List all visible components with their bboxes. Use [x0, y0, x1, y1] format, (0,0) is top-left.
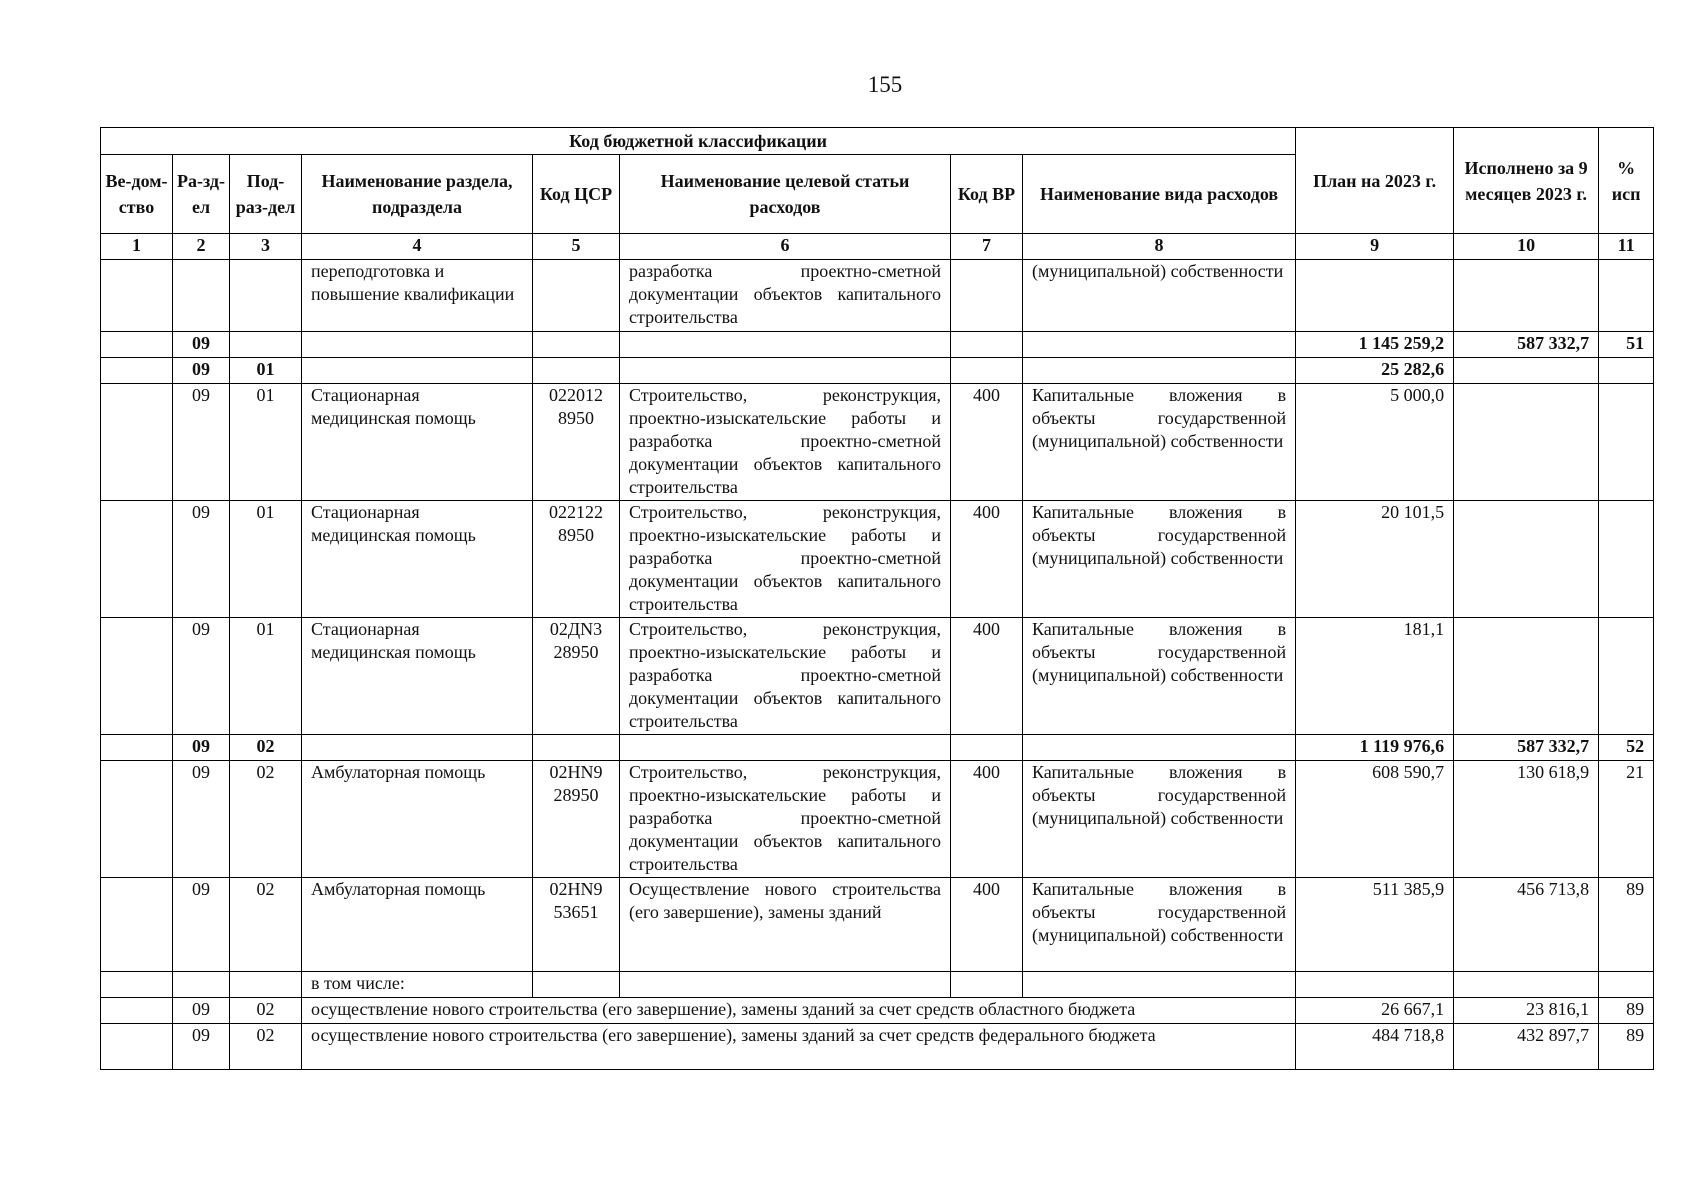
column-number: 11 [1599, 234, 1654, 260]
column-number: 9 [1296, 234, 1454, 260]
cell-span-description: осуществление нового строительства (его завершение), замены зданий за счет средств областного бюджета [302, 998, 1296, 1024]
cell-percent: 89 [1599, 1024, 1654, 1070]
cell-expense-type: Капитальные вложения в объекты государственной (муниципальной) собственности [1023, 501, 1296, 618]
cell-section-name: Амбулаторная помощь [302, 878, 533, 972]
table-row [101, 618, 1654, 735]
cell-vedomstvo [101, 260, 173, 332]
cell-percent: 89 [1599, 878, 1654, 972]
cell-section-name [302, 332, 533, 358]
header-col-7: Код ВР [951, 155, 1023, 234]
table-row [101, 384, 1654, 501]
cell-expense-type [1023, 735, 1296, 761]
table-row [101, 735, 1654, 761]
cell-csr-code [533, 972, 620, 998]
header-group-title: Код бюджетной классификации [101, 128, 1296, 155]
cell-expense-type [1023, 358, 1296, 384]
cell-razdel: 09 [173, 761, 230, 878]
column-number: 1 [101, 234, 173, 260]
cell-plan: 25 282,6 [1296, 358, 1454, 384]
cell-podrazdel: 02 [230, 878, 302, 972]
cell-vr-code [951, 735, 1023, 761]
cell-percent [1599, 384, 1654, 501]
cell-podrazdel [230, 972, 302, 998]
cell-plan [1296, 972, 1454, 998]
cell-podrazdel: 01 [230, 358, 302, 384]
cell-razdel [173, 260, 230, 332]
cell-executed: 23 816,1 [1454, 998, 1599, 1024]
column-number: 5 [533, 234, 620, 260]
cell-plan: 5 000,0 [1296, 384, 1454, 501]
header-col-11: % исп [1599, 128, 1654, 234]
cell-vedomstvo [101, 618, 173, 735]
cell-target-name: Строительство, реконструкция, проектно-изыскательские работы и разработка проектно-сметной документации объектов капитального строительства [620, 761, 951, 878]
cell-vedomstvo [101, 384, 173, 501]
cell-plan: 484 718,8 [1296, 1024, 1454, 1070]
column-number: 8 [1023, 234, 1296, 260]
budget-table [100, 127, 1654, 1070]
cell-expense-type [1023, 332, 1296, 358]
cell-target-name [620, 972, 951, 998]
cell-expense-type: (муниципальной) собственности [1023, 260, 1296, 332]
cell-vr-code: 400 [951, 618, 1023, 735]
cell-vr-code: 400 [951, 761, 1023, 878]
cell-percent [1599, 972, 1654, 998]
cell-percent: 51 [1599, 332, 1654, 358]
cell-vedomstvo [101, 761, 173, 878]
cell-executed: 130 618,9 [1454, 761, 1599, 878]
cell-razdel: 09 [173, 878, 230, 972]
cell-plan: 1 119 976,6 [1296, 735, 1454, 761]
header-col-1: Ве-дом-ство [101, 155, 173, 234]
cell-executed [1454, 501, 1599, 618]
table-row [101, 332, 1654, 358]
cell-expense-type: Капитальные вложения в объекты государственной (муниципальной) собственности [1023, 761, 1296, 878]
column-number: 3 [230, 234, 302, 260]
cell-executed: 432 897,7 [1454, 1024, 1599, 1070]
cell-razdel: 09 [173, 501, 230, 618]
cell-percent: 52 [1599, 735, 1654, 761]
table-row [101, 878, 1654, 972]
table-row [101, 761, 1654, 878]
table-row [101, 358, 1654, 384]
cell-expense-type [1023, 972, 1296, 998]
cell-vedomstvo [101, 358, 173, 384]
cell-executed [1454, 260, 1599, 332]
cell-expense-type: Капитальные вложения в объекты государственной (муниципальной) собственности [1023, 384, 1296, 501]
column-number: 7 [951, 234, 1023, 260]
page-number: 155 [867, 72, 903, 97]
cell-razdel: 09 [173, 1024, 230, 1070]
cell-podrazdel: 02 [230, 998, 302, 1024]
cell-plan: 511 385,9 [1296, 878, 1454, 972]
cell-section-name [302, 735, 533, 761]
header-col-6: Наименование целевой статьи расходов [620, 155, 951, 234]
cell-section-name [302, 358, 533, 384]
cell-podrazdel: 01 [230, 501, 302, 618]
cell-vedomstvo [101, 735, 173, 761]
cell-razdel [173, 972, 230, 998]
cell-target-name: Строительство, реконструкция, проектно-изыскательские работы и разработка проектно-сметной документации объектов капитального строительства [620, 501, 951, 618]
cell-section-name: Стационарная медицинская помощь [302, 501, 533, 618]
cell-target-name [620, 358, 951, 384]
cell-csr-code [533, 735, 620, 761]
cell-target-name [620, 332, 951, 358]
cell-span-description: осуществление нового строительства (его завершение), замены зданий за счет средств федерального бюджета [302, 1024, 1296, 1070]
cell-csr-code [533, 260, 620, 332]
cell-razdel: 09 [173, 332, 230, 358]
column-number: 10 [1454, 234, 1599, 260]
table-row [101, 998, 1654, 1024]
cell-target-name: Строительство, реконструкция, проектно-изыскательские работы и разработка проектно-сметной документации объектов капитального строительства [620, 618, 951, 735]
header-col-8: Наименование вида расходов [1023, 155, 1296, 234]
cell-csr-code [533, 358, 620, 384]
cell-csr-code: 022012 8950 [533, 384, 620, 501]
cell-podrazdel: 02 [230, 735, 302, 761]
cell-section-name: Стационарная медицинская помощь [302, 384, 533, 501]
cell-vedomstvo [101, 1024, 173, 1070]
cell-expense-type: Капитальные вложения в объекты государственной (муниципальной) собственности [1023, 878, 1296, 972]
cell-section-name: в том числе: [302, 972, 533, 998]
cell-executed: 456 713,8 [1454, 878, 1599, 972]
cell-vr-code [951, 972, 1023, 998]
cell-executed [1454, 384, 1599, 501]
cell-podrazdel [230, 332, 302, 358]
cell-podrazdel: 02 [230, 1024, 302, 1070]
cell-percent [1599, 501, 1654, 618]
cell-razdel: 09 [173, 998, 230, 1024]
table-row [101, 1024, 1654, 1070]
cell-csr-code: 02HN9 28950 [533, 761, 620, 878]
header-col-5: Код ЦСР [533, 155, 620, 234]
header-col-10: Исполнено за 9 месяцев 2023 г. [1454, 128, 1599, 234]
cell-razdel: 09 [173, 618, 230, 735]
cell-percent: 21 [1599, 761, 1654, 878]
cell-executed [1454, 972, 1599, 998]
column-number: 6 [620, 234, 951, 260]
cell-razdel: 09 [173, 384, 230, 501]
cell-plan: 1 145 259,2 [1296, 332, 1454, 358]
cell-vedomstvo [101, 878, 173, 972]
cell-razdel: 09 [173, 358, 230, 384]
cell-plan: 26 667,1 [1296, 998, 1454, 1024]
cell-expense-type: Капитальные вложения в объекты государственной (муниципальной) собственности [1023, 618, 1296, 735]
cell-plan: 181,1 [1296, 618, 1454, 735]
cell-csr-code: 022122 8950 [533, 501, 620, 618]
cell-section-name: Амбулаторная помощь [302, 761, 533, 878]
cell-target-name: Осуществление нового строительства (его завершение), замены зданий [620, 878, 951, 972]
cell-vr-code [951, 332, 1023, 358]
cell-executed [1454, 618, 1599, 735]
cell-vr-code: 400 [951, 501, 1023, 618]
cell-vedomstvo [101, 501, 173, 618]
cell-section-name: Стационарная медицинская помощь [302, 618, 533, 735]
cell-razdel: 09 [173, 735, 230, 761]
cell-section-name: переподготовка и повышение квалификации [302, 260, 533, 332]
cell-podrazdel: 02 [230, 761, 302, 878]
cell-executed: 587 332,7 [1454, 735, 1599, 761]
cell-vedomstvo [101, 998, 173, 1024]
cell-plan [1296, 260, 1454, 332]
cell-vr-code: 400 [951, 878, 1023, 972]
cell-plan: 20 101,5 [1296, 501, 1454, 618]
cell-csr-code: 02ДN3 28950 [533, 618, 620, 735]
header-col-4: Наименование раздела, подраздела [302, 155, 533, 234]
cell-podrazdel: 01 [230, 618, 302, 735]
cell-percent [1599, 260, 1654, 332]
table-row [101, 260, 1654, 332]
cell-executed: 587 332,7 [1454, 332, 1599, 358]
cell-vr-code [951, 358, 1023, 384]
cell-vr-code: 400 [951, 384, 1023, 501]
cell-percent [1599, 618, 1654, 735]
cell-plan: 608 590,7 [1296, 761, 1454, 878]
column-numbers-row [101, 234, 1654, 260]
cell-csr-code [533, 332, 620, 358]
column-number: 4 [302, 234, 533, 260]
cell-target-name: разработка проектно-сметной документации объектов капитального строительства [620, 260, 951, 332]
cell-csr-code: 02HN9 53651 [533, 878, 620, 972]
cell-vedomstvo [101, 972, 173, 998]
cell-percent [1599, 358, 1654, 384]
cell-percent: 89 [1599, 998, 1654, 1024]
header-col-2: Ра-зд-ел [173, 155, 230, 234]
cell-podrazdel [230, 260, 302, 332]
cell-executed [1454, 358, 1599, 384]
header-col-3: Под-раз-дел [230, 155, 302, 234]
cell-vedomstvo [101, 332, 173, 358]
header-col-9: План на 2023 г. [1296, 128, 1454, 234]
cell-target-name [620, 735, 951, 761]
cell-vr-code [951, 260, 1023, 332]
cell-target-name: Строительство, реконструкция, проектно-изыскательские работы и разработка проектно-сметной документации объектов капитального строительства [620, 384, 951, 501]
cell-podrazdel: 01 [230, 384, 302, 501]
table-row [101, 972, 1654, 998]
column-number: 2 [173, 234, 230, 260]
table-row [101, 501, 1654, 618]
